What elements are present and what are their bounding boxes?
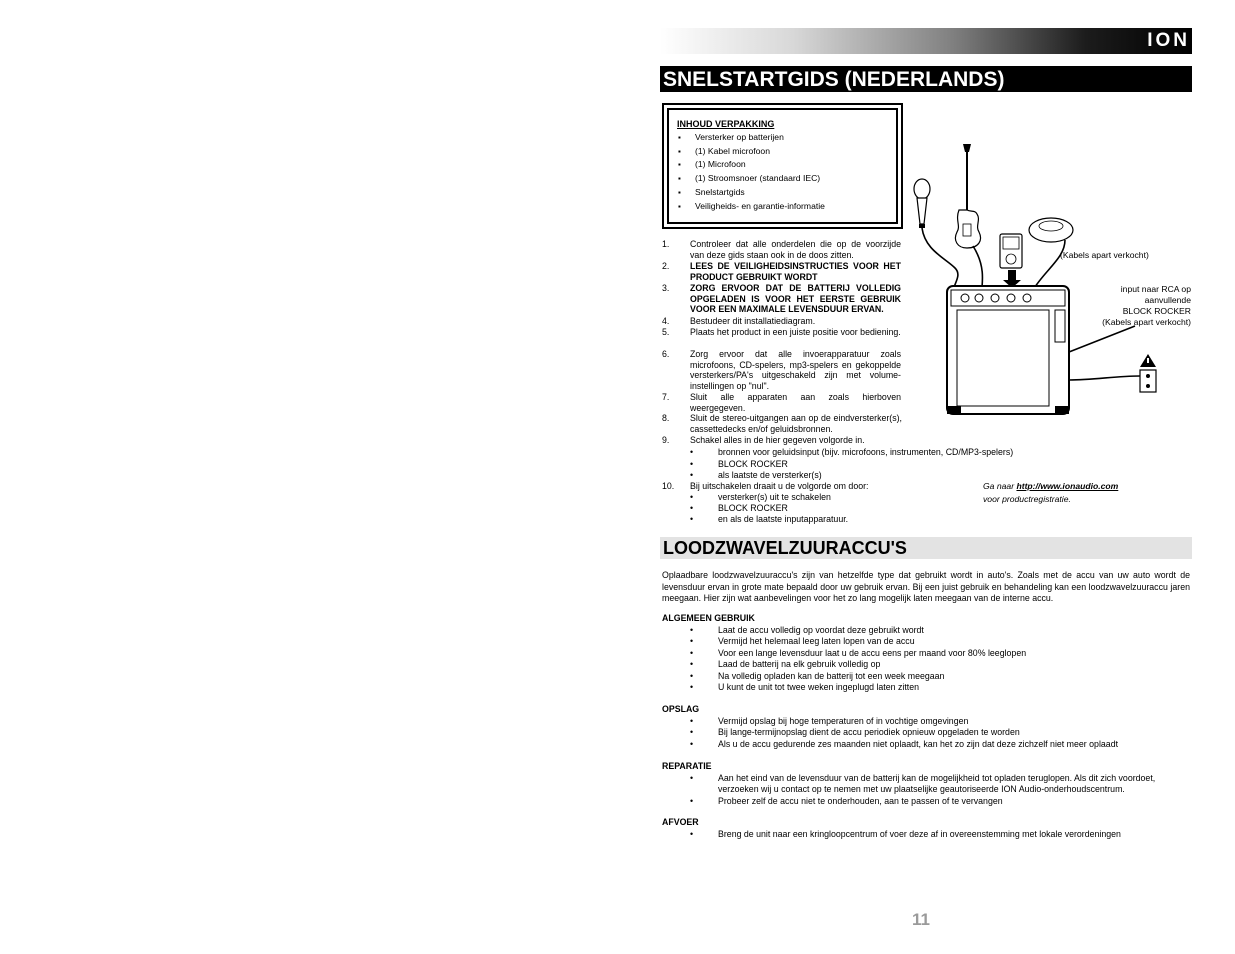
package-contents-box [662, 103, 903, 229]
registration-note [983, 481, 1118, 492]
step-item: 9. Schakel alles in de hier gegeven volgorde in. [662, 435, 865, 445]
step-item: 3. ZORG ERVOOR DAT DE BATTERIJ VOLLEDIG OPGELADEN IS VOOR HET EERSTE GEBRUIK VOOR EEN MAXIMALE LEVENSDUUR ERVAN. [662, 283, 901, 315]
rca-note-line: input naar RCA op [1120, 284, 1191, 294]
package-item: ▪ (1) Microfoon [677, 158, 888, 172]
step-item: 2. LEES DE VEILIGHEIDSINSTRUCTIES VOOR HET PRODUCT GEBRUIKT WORDT [662, 261, 901, 282]
rca-input-note [1102, 284, 1191, 328]
list-item: • Vermijd het helemaal leeg laten lopen van de accu [690, 636, 915, 646]
step-item: 5. Plaats het product in een juiste positie voor bediening. [662, 327, 901, 337]
list-item: • Breng de unit naar een kringloopcentrum of voer deze af in overeenstemming met lokale verordeningen [690, 829, 1121, 839]
cables-note: (Kabels apart verkocht) [1060, 250, 1149, 260]
step-item: 8. Sluit de stereo-uitgangen aan op de eindversterker(s), cassettedecks en/of geluidsbronnen. [662, 413, 902, 434]
mp3-player-icon [1000, 234, 1022, 268]
package-item: ▪ Snelstartgids [677, 186, 888, 200]
guitar-icon [955, 144, 980, 248]
rca-note-line: BLOCK ROCKER [1122, 306, 1191, 316]
ion-logo: ION [1147, 30, 1190, 51]
heading-algemeen: ALGEMEEN GEBRUIK [662, 613, 755, 623]
step-item: 6. Zorg ervoor dat alle invoerapparatuur zoals microfoons, CD-spelers, mp3-spelers en gekoppelde versterkers/PA's uitgeschakeld zijn met volume-instellingen op "nul". [662, 349, 901, 391]
registration-suffix: voor productregistratie. [983, 494, 1071, 504]
section-title-accus: LOODZWAVELZUURACCU'S [660, 537, 1192, 559]
registration-prefix: Ga naar [983, 481, 1017, 491]
step-sub-item: • BLOCK ROCKER [690, 503, 788, 513]
list-item: • Na volledig opladen kan de batterij tot een week meegaan [690, 671, 945, 681]
list-item: • Laat de accu volledig op voordat deze gebruikt wordt [690, 625, 924, 635]
list-item: • Als u de accu gedurende zes maanden niet oplaadt, kan het zo zijn dat deze zichzelf niet meer oplaadt [690, 739, 1119, 749]
header-gradient-band [660, 28, 1192, 54]
package-item: ▪ Versterker op batterijen [677, 131, 888, 145]
power-outlet-icon [1140, 370, 1156, 392]
heading-opslag: OPSLAG [662, 704, 700, 714]
microphone-icon [914, 179, 930, 228]
step-sub-item: • als laatste de versterker(s) [690, 470, 822, 480]
heading-reparatie: REPARATIE [662, 761, 712, 771]
list-item: • U kunt de unit tot twee weken ingeplugd laten zitten [690, 682, 919, 692]
step-item: 7. Sluit alle apparaten aan zoals hierboven weergegeven. [662, 392, 901, 413]
package-item: ▪ Veiligheids- en garantie-informatie [677, 200, 888, 214]
intro-paragraph: Oplaadbare loodzwavelzuuraccu's zijn van hetzelfde type dat gebruikt wordt in auto's. Zoals met de accu van uw auto wordt de levensduur ervan in grote mate bepaald door uw gebruik ervan. Bij een juist gebruik en behandeling kan een loodzwavelzuuraccu jaren meegaan. Hier zijn wat aanbevelingen voor het zo lang mogelijk laten meegaan van de interne accu. [662, 570, 1190, 604]
step-item: 4. Bestudeer dit installatiediagram. [662, 316, 816, 326]
warning-icon [1140, 354, 1156, 367]
step-item: 1. Controleer dat alle onderdelen die op de voorzijde van deze gids staan ook in de doos zitten. [662, 239, 901, 260]
package-item: ▪ (1) Kabel microfoon [677, 145, 888, 159]
step-sub-item: • BLOCK ROCKER [690, 459, 788, 469]
rca-note-line: aanvullende [1144, 295, 1191, 305]
step-sub-item: • versterker(s) uit te schakelen [690, 492, 831, 502]
ionaudio-link[interactable]: http://www.ionaudio.com [1016, 481, 1119, 491]
cd-player-icon [1029, 218, 1073, 242]
section-title-snelstartgids: SNELSTARTGIDS (NEDERLANDS) [660, 66, 1192, 92]
page-number: 11 [912, 910, 930, 929]
list-item: • Voor een lange levensduur laat u de accu eens per maand voor 80% leeglopen [690, 648, 1027, 658]
heading-afvoer: AFVOER [662, 817, 699, 827]
package-item: ▪ (1) Stroomsnoer (standaard IEC) [677, 172, 888, 186]
package-contents-title: INHOUD VERPAKKING [677, 119, 775, 129]
step-sub-item: • bronnen voor geluidsinput (bijv. microfoons, instrumenten, CD/MP3-spelers) [690, 447, 1014, 457]
list-item: • Vermijd opslag bij hoge temperaturen of in vochtige omgevingen [690, 716, 969, 726]
list-item: • Aan het eind van de levensduur van de batterij kan de mogelijkheid tot opladen teruglopen. Als dit zich voordoet, verzoeken wij u contact op te nemen met uw plaatselijke geautoriseerde ION Audio-onderhoudscentrum. [690, 773, 1156, 795]
step-sub-item: • en als de laatste inputapparatuur. [690, 514, 849, 524]
rca-note-line: (Kabels apart verkocht) [1102, 317, 1191, 327]
amplifier-icon [947, 286, 1069, 414]
list-item: • Probeer zelf de accu niet te onderhouden, aan te passen of te vervangen [690, 796, 1003, 806]
list-item: • Laad de batterij na elk gebruik volledig op [690, 659, 881, 669]
list-item: • Bij lange-termijnopslag dient de accu periodiek opnieuw opgeladen te worden [690, 727, 1020, 737]
step-item: 10. Bij uitschakelen draait u de volgorde om door: [662, 481, 869, 491]
